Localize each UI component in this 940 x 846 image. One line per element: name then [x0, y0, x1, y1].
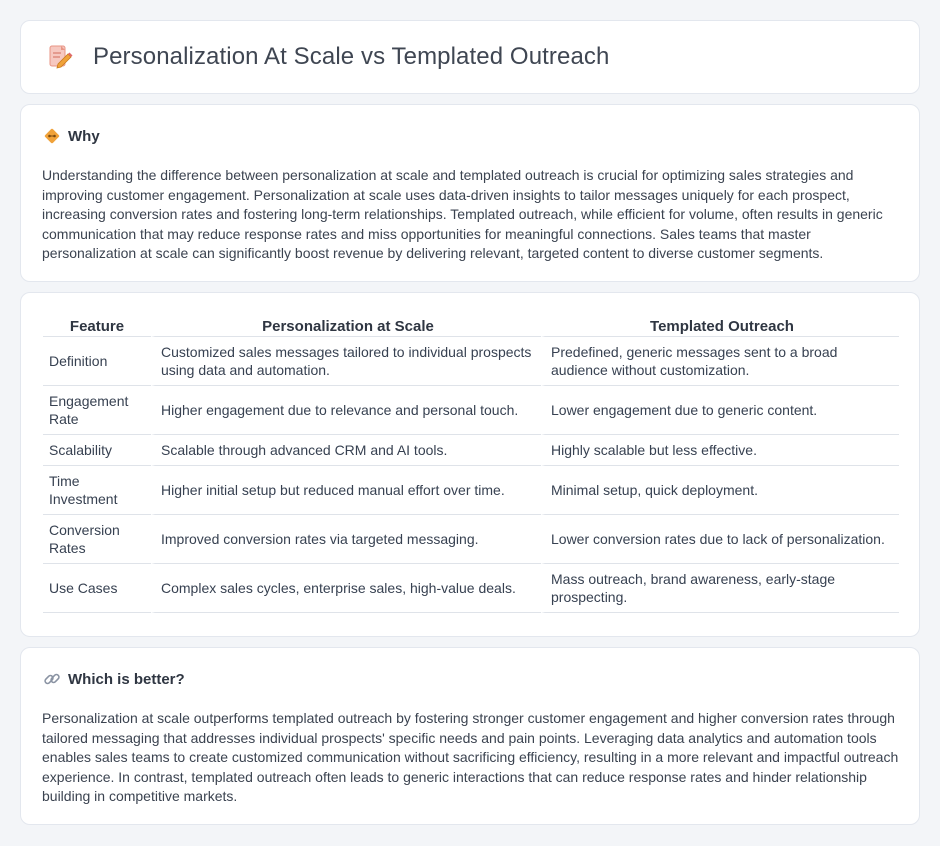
- row-personalization: Higher initial setup but reduced manual effort over time.: [151, 466, 541, 515]
- table-row: [43, 515, 899, 564]
- diamond-sign-icon: [43, 127, 61, 145]
- document-pencil-icon: [47, 43, 73, 71]
- table-row: [43, 435, 899, 466]
- row-templated: Minimal setup, quick deployment.: [541, 466, 899, 515]
- header-templated: Templated Outreach: [541, 317, 899, 337]
- title-row: [47, 43, 609, 71]
- row-templated: Predefined, generic messages sent to a broad audience without customization.: [541, 337, 899, 386]
- comparison-table: [43, 317, 899, 613]
- row-personalization: Scalable through advanced CRM and AI tools.: [151, 435, 541, 466]
- row-templated: Mass outreach, brand awareness, early-stage prospecting.: [541, 564, 899, 613]
- page-title: Personalization At Scale vs Templated Outreach: [93, 43, 610, 70]
- table-row: [43, 386, 899, 435]
- title-card: [20, 20, 920, 94]
- row-feature: Engagement Rate: [43, 386, 151, 435]
- table-row: [43, 466, 899, 515]
- better-heading: [43, 670, 185, 688]
- row-personalization: Customized sales messages tailored to individual prospects using data and automation.: [151, 337, 541, 386]
- row-feature: Scalability: [43, 435, 151, 466]
- row-feature: Conversion Rates: [43, 515, 151, 564]
- better-section: [20, 647, 920, 825]
- better-title: Which is better?: [68, 670, 185, 688]
- comparison-card: [20, 292, 920, 637]
- why-heading: [43, 127, 100, 145]
- why-body: Understanding the difference between personalization at scale and templated outreach is crucial for optimizing sales strategies and improving customer engagement. Personalization at scale uses data-driven insights to tailor messages uniquely for each prospect, increasing conversion rates and fostering long-term relationships. Templated outreach, while efficient for volume, often results in generic communication that may reduce response rates and miss opportunities for meaningful connections. Sales teams that master personalization at scale can significantly boost revenue by delivering relevant, targeted content to diverse customer segments.: [42, 167, 883, 262]
- row-feature: Use Cases: [43, 564, 151, 613]
- table-header-row: [43, 317, 899, 337]
- why-title: Why: [68, 127, 100, 145]
- table-row: [43, 337, 899, 386]
- link-icon: [43, 670, 61, 688]
- header-feature: Feature: [43, 317, 151, 337]
- why-section: [20, 104, 920, 282]
- row-personalization: Complex sales cycles, enterprise sales, high-value deals.: [151, 564, 541, 613]
- header-personalization: Personalization at Scale: [151, 317, 541, 337]
- row-templated: Lower engagement due to generic content.: [541, 386, 899, 435]
- better-body: Personalization at scale outperforms templated outreach by fostering stronger customer engagement and higher conversion rates through tailored messaging that addresses individual prospects' specific needs and pain points. Leveraging data analytics and automation tools enables sales teams to create customized communication without sacrificing efficiency, resulting in a more relevant and impactful outreach experience. In contrast, templated outreach often leads to generic interactions that can reduce response rates and hinder relationship building in competitive markets.: [42, 710, 899, 805]
- row-templated: Highly scalable but less effective.: [541, 435, 899, 466]
- row-feature: Time Investment: [43, 466, 151, 515]
- table-row: [43, 564, 899, 613]
- row-feature: Definition: [43, 337, 151, 386]
- row-templated: Lower conversion rates due to lack of personalization.: [541, 515, 899, 564]
- row-personalization: Improved conversion rates via targeted messaging.: [151, 515, 541, 564]
- row-personalization: Higher engagement due to relevance and personal touch.: [151, 386, 541, 435]
